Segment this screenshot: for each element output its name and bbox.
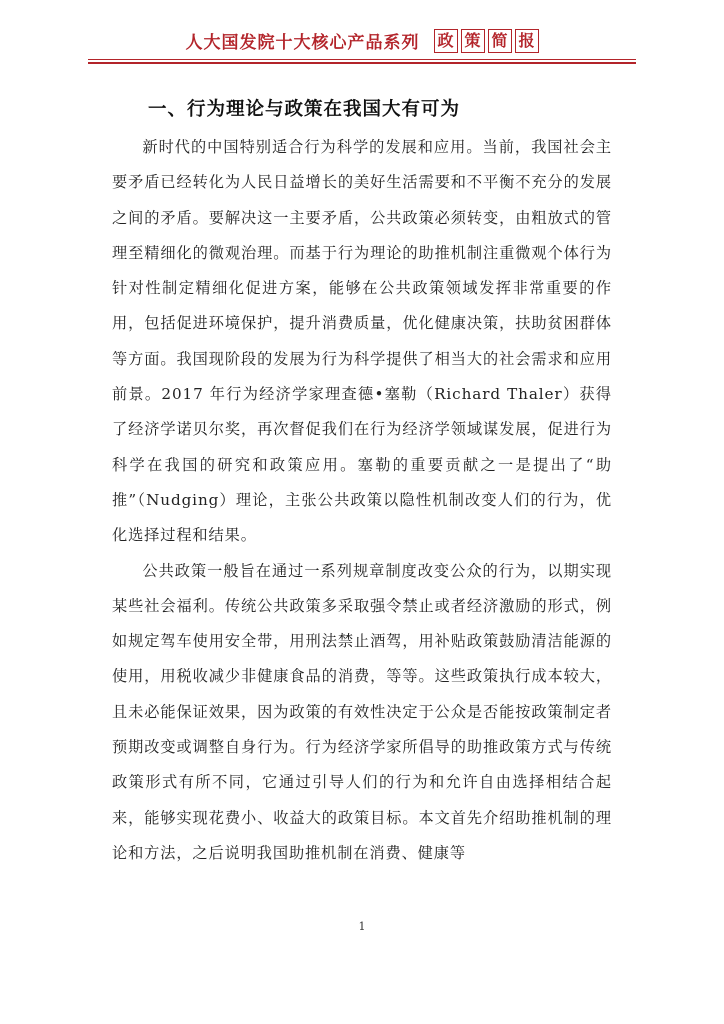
page-header <box>0 28 724 53</box>
body-text <box>112 130 612 871</box>
paragraph: 公共政策一般旨在通过一系列规章制度改变公众的行为，以期实现某些社会福利。传统公共政策多采取强令禁止或者经济激励的形式，例如规定驾车使用安全带，用刑法禁止酒驾，用补贴政策鼓励清洁能源的使用，用税收减少非健康食品的消费，等等。这些政策执行成本较大，且未必能保证效果，因为政策的有效性决定于公众是否能按政策制定者预期改变或调整自身行为。行为经济学家所倡导的助推政策方式与传统政策形式有所不同，它通过引导人们的行为和允许自由选择相结合起来，能够实现花费小、收益大的政策目标。本文首先介绍助推机制的理论和方法，之后说明我国助推机制在消费、健康等 <box>112 561 612 862</box>
brief-title-boxes <box>434 29 539 53</box>
series-title: 人大国发院十大核心产品系列 <box>185 33 420 53</box>
header-inner <box>186 28 539 53</box>
header-rule-thin <box>88 59 636 60</box>
brief-title-char: 报 <box>515 29 539 53</box>
paragraph: 新时代的中国特别适合行为科学的发展和应用。当前，我国社会主要矛盾已经转化为人民日益增长的美好生活需要和不平衡不充分的发展之间的矛盾。要解决这一主要矛盾，公共政策必须转变，由粗放式的管理至精细化的微观治理。而基于行为理论的助推机制注重微观个体行为针对性制定精细化促进方案，能够在公共政策领域发挥非常重要的作用，包括促进环境保护，提升消费质量，优化健康决策，扶助贫困群体等方面。我国现阶段的发展为行为科学提供了相当大的社会需求和应用前景。2017 年行为经济学家理查德•塞勒（Richard Thaler）获得了经济学诺贝尔奖，再次督促我们在行为经济学领域谋发展，促进行为科学在我国的研究和政策应用。塞勒的重要贡献之一是提出了“助推”（Nudging）理论，主张公共政策以隐性机制改变人们的行为，优化选择过程和结果。 <box>112 138 612 545</box>
brief-title-char: 政 <box>434 29 458 53</box>
header-rule-thick <box>88 62 636 64</box>
page-number: 1 <box>358 920 366 933</box>
brief-title-char: 策 <box>461 29 485 53</box>
section-heading: 一、行为理论与政策在我国大有可为 <box>148 99 461 120</box>
brief-title-char: 简 <box>488 29 512 53</box>
